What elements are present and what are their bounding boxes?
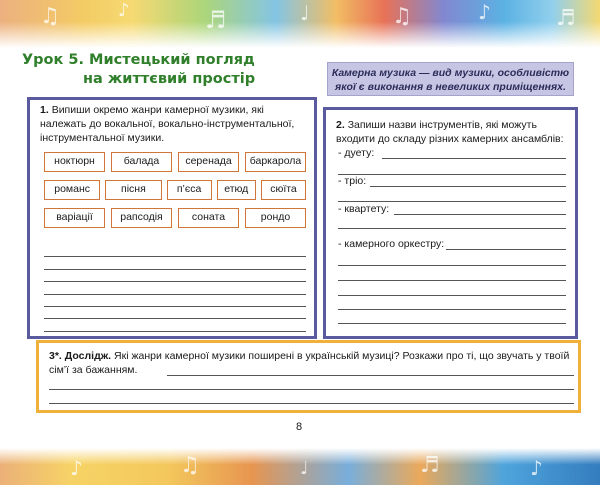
task1-panel (27, 97, 317, 339)
answer-line[interactable] (44, 295, 306, 307)
genre-tile: балада (111, 152, 172, 172)
genre-tile: соната (178, 208, 239, 228)
music-note-icon: ♬ (205, 6, 227, 34)
answer-line[interactable] (338, 201, 566, 202)
task1-text: Випиши окремо жанри камерної музики, які належать до вокальної, вокально-інструментальної, інструментальної музики. (40, 104, 295, 144)
answer-line[interactable] (44, 282, 306, 294)
trio-label: - тріо: (338, 175, 367, 187)
genre-tile: рондо (245, 208, 306, 228)
genre-tile: п’єса (167, 180, 212, 200)
genre-tile: варіації (44, 208, 105, 228)
genre-tile: ноктюрн (44, 152, 105, 172)
answer-line[interactable] (44, 270, 306, 282)
genre-tile: рапсодія (111, 208, 172, 228)
music-note-icon: ♩ (300, 1, 310, 25)
task2-instruction (336, 118, 568, 146)
answer-line[interactable] (44, 257, 306, 269)
genre-tile: серенада (178, 152, 239, 172)
task3-number: 3*. Дослідж. (49, 350, 112, 362)
task2-number: 2. (336, 119, 345, 131)
task3-instruction (49, 349, 574, 377)
music-note-icon: ♪ (118, 0, 130, 21)
definition-box (327, 62, 574, 96)
music-note-icon: ♪ (530, 456, 543, 480)
answer-line[interactable] (44, 245, 306, 257)
answer-line[interactable] (49, 403, 574, 404)
page-number: 8 (296, 421, 303, 433)
task1-number: 1. (40, 104, 49, 116)
music-note-icon: ♩ (300, 458, 309, 479)
genre-grid (44, 152, 306, 172)
chamber-orchestra-label: - камерного оркестру: (338, 238, 445, 250)
answer-line[interactable] (338, 323, 566, 324)
music-note-icon: ♪ (478, 0, 491, 24)
quartet-field[interactable] (338, 203, 566, 216)
task3-text: Які жанри камерної музики поширені в українській музиці? Розкажи про ті, що звучать у твоїй сім’ї за бажанням. (49, 350, 570, 376)
music-note-icon: ♬ (556, 6, 576, 31)
genre-tile: пісня (105, 180, 161, 200)
genre-tile: романс (44, 180, 100, 200)
music-note-icon: ♫ (40, 4, 60, 29)
chamber-orchestra-field[interactable] (338, 238, 566, 251)
answer-line[interactable] (44, 319, 306, 331)
task3-panel (36, 340, 581, 413)
task2-text: Запиши назви інструментів, які можуть входити до складу різних камерних ансамблів: (336, 119, 564, 145)
answer-line[interactable] (44, 307, 306, 319)
duet-field[interactable] (338, 147, 566, 160)
quartet-label: - квартету: (338, 203, 390, 215)
lesson-title (22, 51, 322, 89)
answer-line[interactable] (49, 389, 574, 390)
music-note-icon: ♬ (420, 453, 440, 478)
lesson-title-line2: на життєвий простір (83, 71, 256, 87)
genre-grid-row3 (44, 208, 306, 228)
answer-line[interactable] (338, 265, 566, 266)
genre-tile: сюїта (261, 180, 306, 200)
answer-line[interactable] (167, 375, 574, 376)
genre-tile: етюд (217, 180, 256, 200)
genre-tile: баркарола (245, 152, 306, 172)
music-note-icon: ♫ (180, 453, 200, 478)
task1-instruction (40, 103, 306, 145)
genre-grid-row2 (44, 180, 306, 200)
music-note-icon: ♫ (392, 4, 412, 29)
duet-label: - дуету: (338, 147, 375, 159)
answer-line[interactable] (338, 309, 566, 310)
answer-line[interactable] (338, 280, 566, 281)
answer-line[interactable] (338, 228, 566, 229)
task1-answer-lines (44, 245, 306, 332)
definition-line2: якої є виконання в невеликих приміщеннях. (335, 81, 566, 93)
answer-line[interactable] (338, 295, 566, 296)
music-note-icon: ♪ (70, 456, 83, 480)
lesson-title-line1: Урок 5. Мистецький погляд (22, 52, 255, 68)
definition-line1: Камерна музика — вид музики, особливістю (331, 67, 570, 79)
task2-panel (323, 107, 578, 339)
trio-field[interactable] (338, 175, 566, 188)
